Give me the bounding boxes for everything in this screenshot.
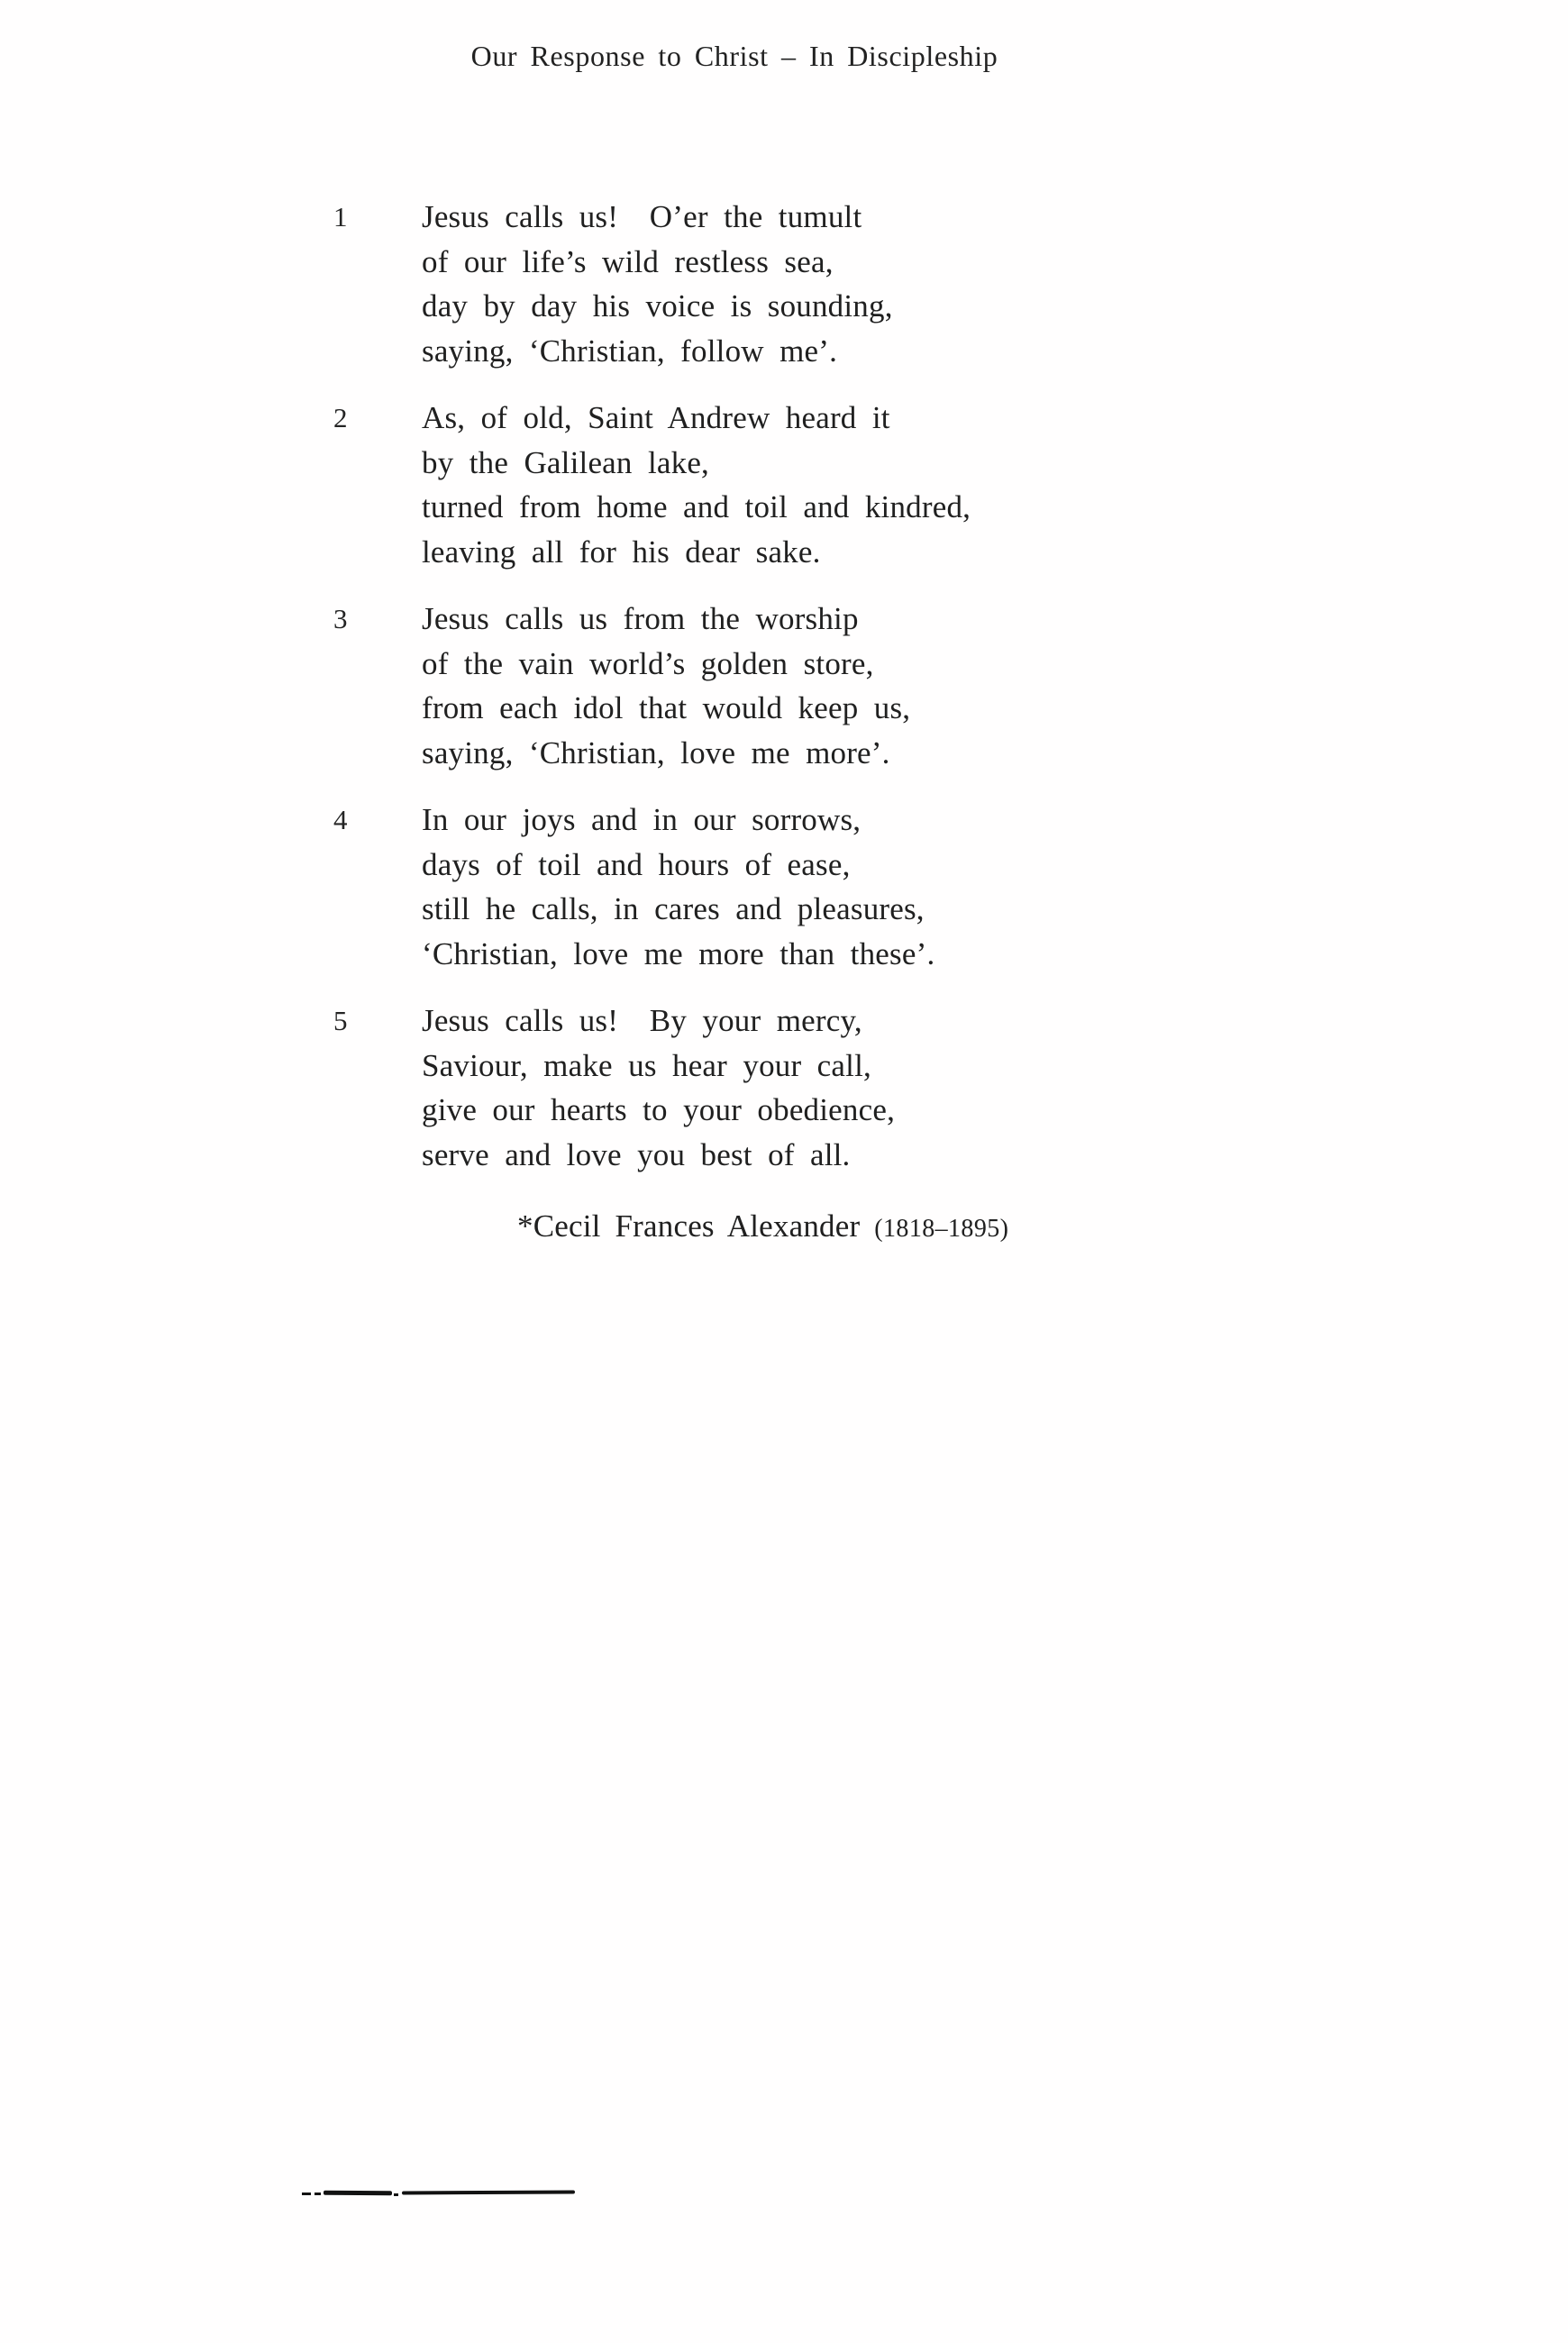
verse-line: leaving all for his dear sake. [422, 533, 821, 570]
verse-number: 3 [333, 603, 348, 634]
verse-line: As, of old, Saint Andrew heard it [422, 400, 890, 435]
verse-line: still he calls, in cares and pleasures, [422, 891, 925, 926]
verse-line: saying, ‘Christian, love me more’. [422, 734, 890, 770]
verse-2 [333, 396, 1199, 574]
verse-line: Jesus calls us! By your mercy, [422, 1003, 862, 1038]
verse-line: ‘Christian, love me more than these’. [422, 935, 935, 971]
verse-line: turned from home and toil and kindred, [422, 489, 971, 524]
verse-line: serve and love you best of all. [422, 1136, 851, 1172]
verse-line: by the Galilean lake, [422, 444, 710, 480]
verse-3 [333, 597, 1199, 775]
verse-line: of the vain world’s golden store, [422, 645, 874, 681]
verse-list [333, 195, 1199, 1199]
verse-number: 2 [333, 402, 348, 433]
verse-number: 1 [333, 201, 348, 232]
verse-number: 5 [333, 1005, 348, 1036]
verse-1 [333, 195, 1199, 373]
footer-rule-segment [402, 2190, 575, 2194]
attribution-dates: (1818–1895) [874, 1215, 1009, 1243]
verse-line: days of toil and hours of ease, [422, 846, 851, 882]
verse-line: day by day his voice is sounding, [422, 288, 893, 324]
footer-rule-segment [302, 2193, 311, 2195]
section-heading: Our Response to Christ – In Discipleship [470, 40, 998, 72]
verse-line: Saviour, make us hear your call, [422, 1047, 871, 1083]
verse-text [422, 998, 1199, 1177]
verse-line: from each idol that would keep us, [422, 690, 911, 725]
verse-line: saying, ‘Christian, follow me’. [422, 333, 838, 369]
verse-line: give our hearts to your obedience, [422, 1092, 896, 1127]
attribution-name: *Cecil Frances Alexander [517, 1208, 861, 1244]
verse-text [422, 396, 1199, 574]
footer-rule-segment [315, 2193, 321, 2195]
verse-line: In our joys and in our sorrows, [422, 802, 861, 837]
verse-line: Jesus calls us! O’er the tumult [422, 199, 862, 234]
verse-text [422, 798, 1199, 976]
footer-rule-segment [394, 2193, 398, 2196]
verse-number: 4 [333, 804, 348, 835]
footer-rule-segment [324, 2191, 392, 2196]
verse-text [422, 597, 1199, 775]
attribution [517, 1208, 1008, 1244]
verse-text [422, 195, 1199, 373]
verse-line: of our life’s wild restless sea, [422, 243, 834, 279]
verse-5 [333, 998, 1199, 1177]
verse-line: Jesus calls us from the worship [422, 601, 859, 636]
verse-4 [333, 798, 1199, 976]
